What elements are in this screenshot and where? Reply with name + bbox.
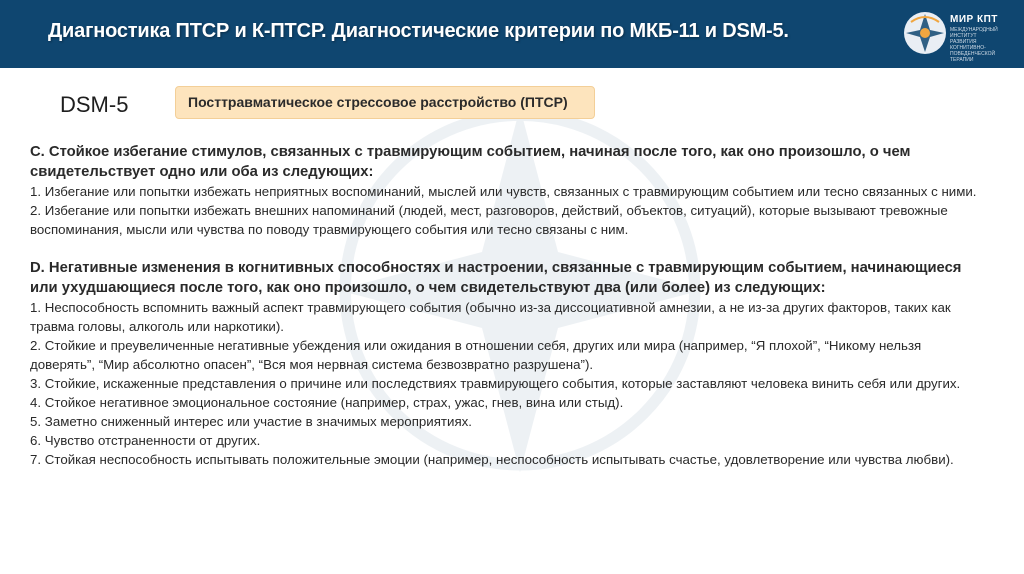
- criterion-d-item: 5. Заметно сниженный интерес или участие в значимых мероприятиях.: [30, 414, 472, 429]
- criterion-d-item: 6. Чувство отстраненности от других.: [30, 433, 261, 448]
- criterion-c-item: 2. Избегание или попытки избежать внешних напоминаний (людей, мест, разговоров, действий, объектов, ситуаций), которые вызывают тревожные воспоминания, мысли или чувства по поводу травмирующего события или тесно связаны с ним.: [30, 203, 948, 237]
- criterion-c-heading: C. Стойкое избегание стимулов, связанных с травмирующим событием, начиная после того, как оно произошло, о чем свидетельствует одно или оба из следующих:: [30, 144, 911, 180]
- criterion-d-item: 1. Неспособность вспомнить важный аспект травмирующего события (обычно из-за диссоциативной амнезии, а не из-за других факторов, таких как травма головы, алкоголь или наркотики).: [30, 300, 951, 334]
- logo-subtitle-line: ПОВЕДЕНЧЕСКОЙ: [950, 51, 996, 57]
- criterion-d-heading: D. Негативные изменения в когнитивных способностях и настроении, связанные с травмирующим событием, начинающиеся или ухудшающиеся после того, как оно произошло, о чем свидетельствуют два (или более) из следующих:: [30, 260, 962, 296]
- criterion-d-item: 3. Стойкие, искаженные представления о причине или последствиях травмирующего события, которые заставляют человека винить себя или других.: [30, 376, 961, 391]
- logo-subtitle-line: ИНСТИТУТ: [950, 33, 977, 39]
- slide-title: Диагностика ПТСР и К-ПТСР. Диагностические критерии по МКБ-11 и DSM-5.: [48, 20, 789, 42]
- criterion-c-item: 1. Избегание или попытки избежать неприятных воспоминаний, мыслей или чувств, связанных с травмирующим событием или тесно связанных с ними.: [30, 184, 977, 199]
- section-spacer: [30, 239, 980, 258]
- logo-subtitle-line: КОГНИТИВНО-: [950, 45, 986, 51]
- classification-label: DSM-5: [60, 92, 129, 117]
- criterion-d-item: 4. Стойкое негативное эмоциональное состояние (например, страх, ужас, гнев, вина или стыд).: [30, 395, 624, 410]
- logo-subtitle-line: ТЕРАПИИ: [950, 57, 974, 63]
- criterion-d-item: 2. Стойкие и преувеличенные негативные убеждения или ожидания в отношении себя, других или мира (например, “Я плохой”, “Никому нельзя доверять”, “Мир абсолютно опасен”, “Вся моя нервная система безвозвратно разрушена”).: [30, 338, 922, 372]
- logo-caption: [950, 14, 1020, 63]
- header-bar: [0, 0, 1024, 68]
- criteria-content: [30, 142, 980, 469]
- logo-subtitle-line: МЕЖДУНАРОДНЫЙ: [950, 27, 998, 33]
- disorder-badge: Посттравматическое стрессовое расстройство (ПТСР): [175, 86, 595, 119]
- mir-kpt-logo-icon: [902, 10, 948, 56]
- logo-subtitle-line: РАЗВИТИЯ: [950, 39, 977, 45]
- logo-title: МИР КПТ: [950, 14, 998, 25]
- criterion-d-item: 7. Стойкая неспособность испытывать положительные эмоции (например, неспособность испытывать счастье, удовлетворение или чувства любви).: [30, 452, 954, 467]
